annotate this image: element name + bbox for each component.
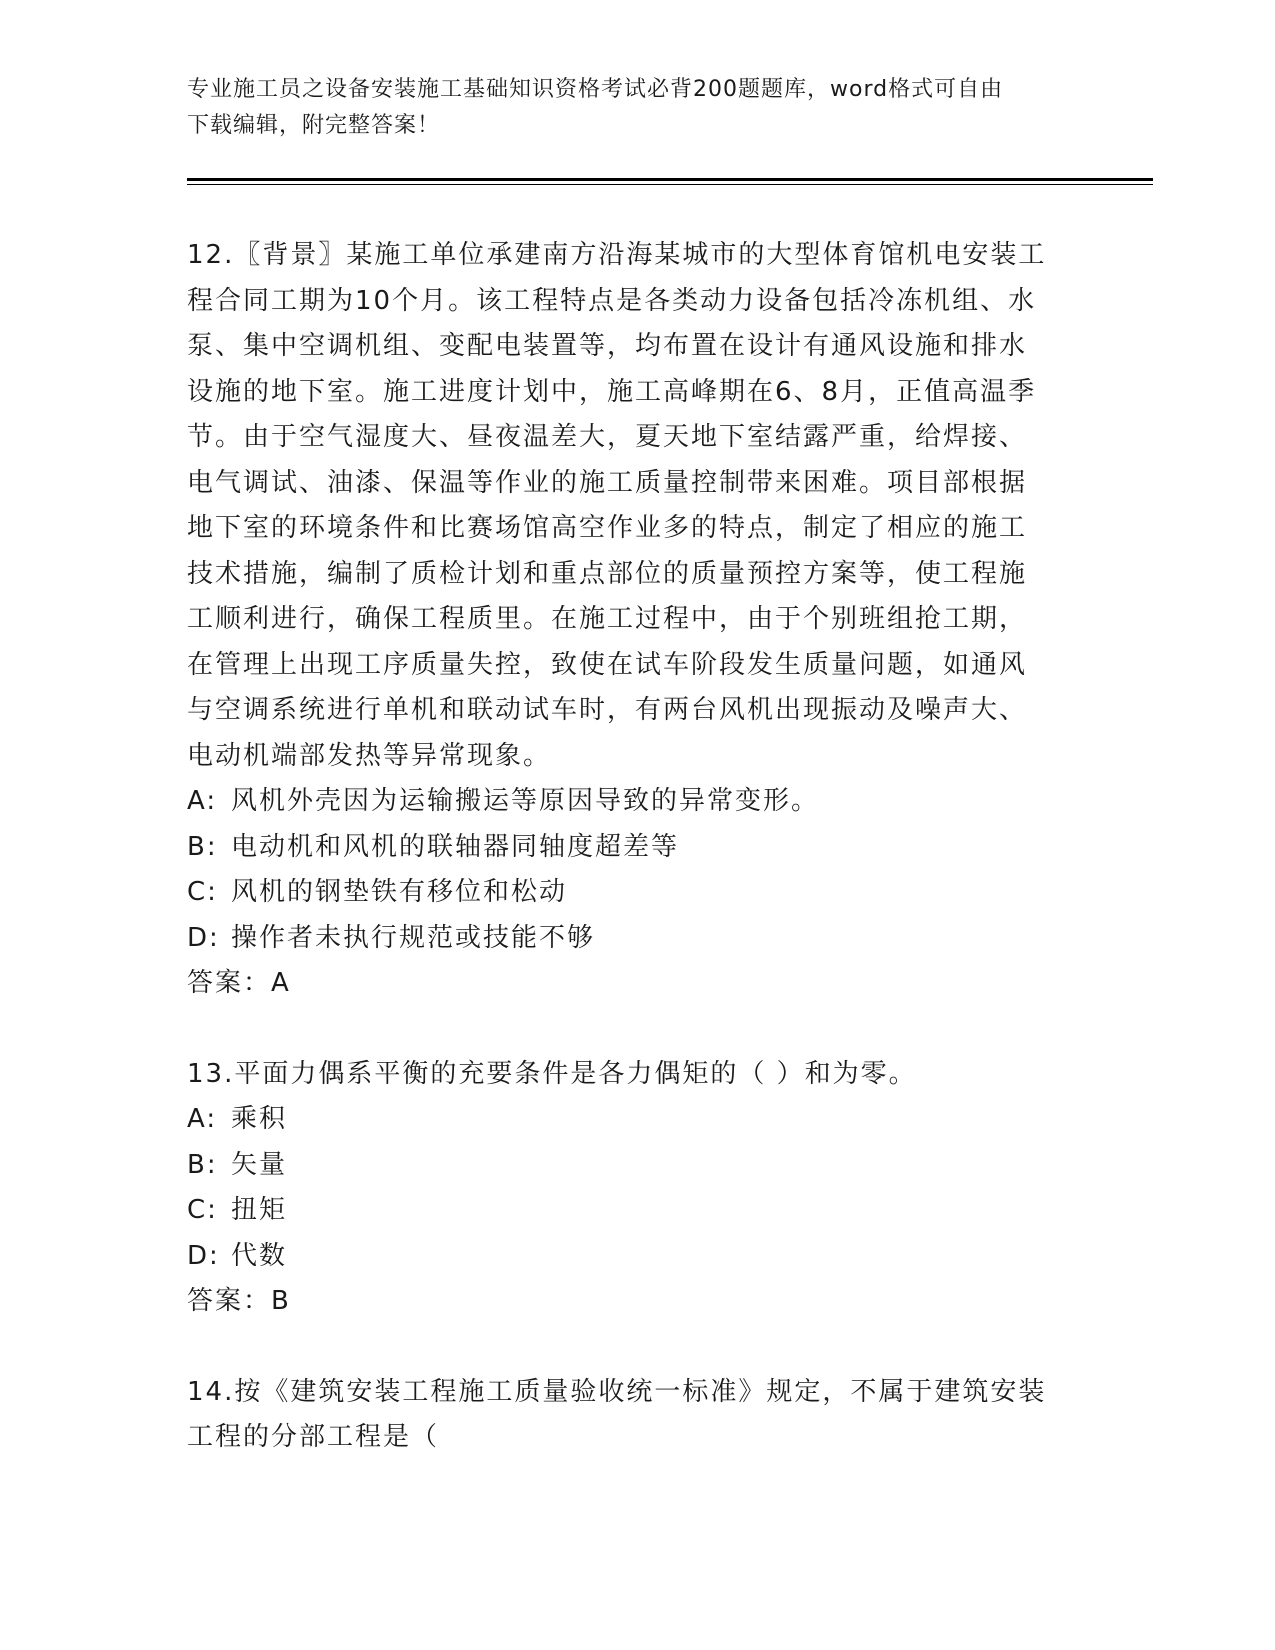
option-a [187, 1097, 1087, 1143]
option-a [187, 779, 1087, 825]
answer-line [187, 1279, 1087, 1325]
option-key: A: [187, 786, 218, 816]
option-key: C: [187, 877, 218, 907]
option-key: B: [187, 831, 218, 862]
option-key: A: [187, 1104, 218, 1134]
option-b [187, 825, 1087, 871]
option-c [187, 1188, 1087, 1234]
option-d [187, 1234, 1087, 1280]
option-text: 乘积 [231, 1104, 288, 1134]
question-13-text [187, 1052, 1087, 1098]
option-key: D: [187, 922, 220, 953]
text-line: 设施的地下室。施工进度计划中，施工高峰期在6、8月，正值高温季 [187, 376, 1037, 407]
question-13 [187, 1052, 1087, 1325]
header-line-2: 下载编辑，附完整答案！ [187, 113, 441, 138]
header-divider-thin [187, 184, 1153, 185]
text-line: 电气调试、油漆、保温等作业的施工质量控制带来困难。项目部根据 [187, 467, 1028, 498]
option-key: C: [187, 1195, 218, 1225]
answer-label: 答案： [187, 968, 272, 998]
option-key: B: [187, 1149, 218, 1180]
text-line: 工顺利进行，确保工程质里。在施工过程中，由于个别班组抢工期， [187, 604, 1028, 634]
question-12 [187, 233, 1087, 1007]
text-line: 电动机端部发热等异常现象。 [187, 740, 552, 771]
option-c [187, 870, 1087, 916]
option-d [187, 916, 1087, 962]
document-header [187, 72, 1067, 144]
answer-line [187, 961, 1087, 1007]
text-line: 12.〖背景〗某施工单位承建南方沿海某城市的大型体育馆机电安装工 [187, 240, 1047, 270]
text-line: 技术措施，编制了质检计划和重点部位的质量预控方案等，使工程施 [187, 558, 1028, 589]
text-line: 在管理上出现工序质量失控，致使在试车阶段发生质量问题，如通风 [187, 649, 1028, 680]
answer-value: B [271, 1286, 291, 1316]
text-line: 工程的分部工程是（ [187, 1422, 440, 1452]
spacer [187, 1007, 1087, 1052]
text-line: 节。由于空气湿度大、昼夜温差大，夏天地下室结露严重，给焊接、 [187, 422, 1028, 452]
text-line: 程合同工期为10个月。该工程特点是各类动力设备包括冷冻机组、水 [187, 285, 1037, 316]
question-list [187, 233, 1087, 1461]
text-line: 13.平面力偶系平衡的充要条件是各力偶矩的（ ）和为零。 [187, 1058, 917, 1089]
option-text: 电动机和风机的联轴器同轴度超差等 [231, 831, 680, 862]
option-text: 矢量 [231, 1149, 288, 1180]
spacer [187, 1325, 1087, 1370]
option-text: 扭矩 [231, 1195, 288, 1225]
header-line-1: 专业施工员之设备安装施工基础知识资格考试必背200题题库，word格式可自由 [187, 77, 1004, 102]
text-line: 泵、集中空调机组、变配电装置等，均布置在设计有通风设施和排水 [187, 331, 1028, 361]
question-14 [187, 1370, 1087, 1461]
text-line: 与空调系统进行单机和联动试车时，有两台风机出现振动及噪声大、 [187, 695, 1028, 725]
option-b [187, 1143, 1087, 1189]
option-key: D: [187, 1240, 220, 1271]
option-text: 操作者未执行规范或技能不够 [231, 922, 596, 953]
option-text: 风机的钢垫铁有移位和松动 [231, 877, 568, 907]
question-12-text [187, 233, 1087, 779]
option-text: 风机外壳因为运输搬运等原因导致的异常变形。 [231, 786, 820, 816]
question-14-text [187, 1370, 1087, 1461]
header-divider-thick [187, 178, 1153, 181]
answer-label: 答案： [187, 1286, 272, 1316]
text-line: 地下室的环境条件和比赛场馆高空作业多的特点，制定了相应的施工 [187, 513, 1028, 543]
text-line: 14.按《建筑安装工程施工质量验收统一标准》规定，不属于建筑安装 [187, 1376, 1047, 1407]
option-text: 代数 [231, 1240, 288, 1271]
answer-value: A [271, 968, 291, 998]
